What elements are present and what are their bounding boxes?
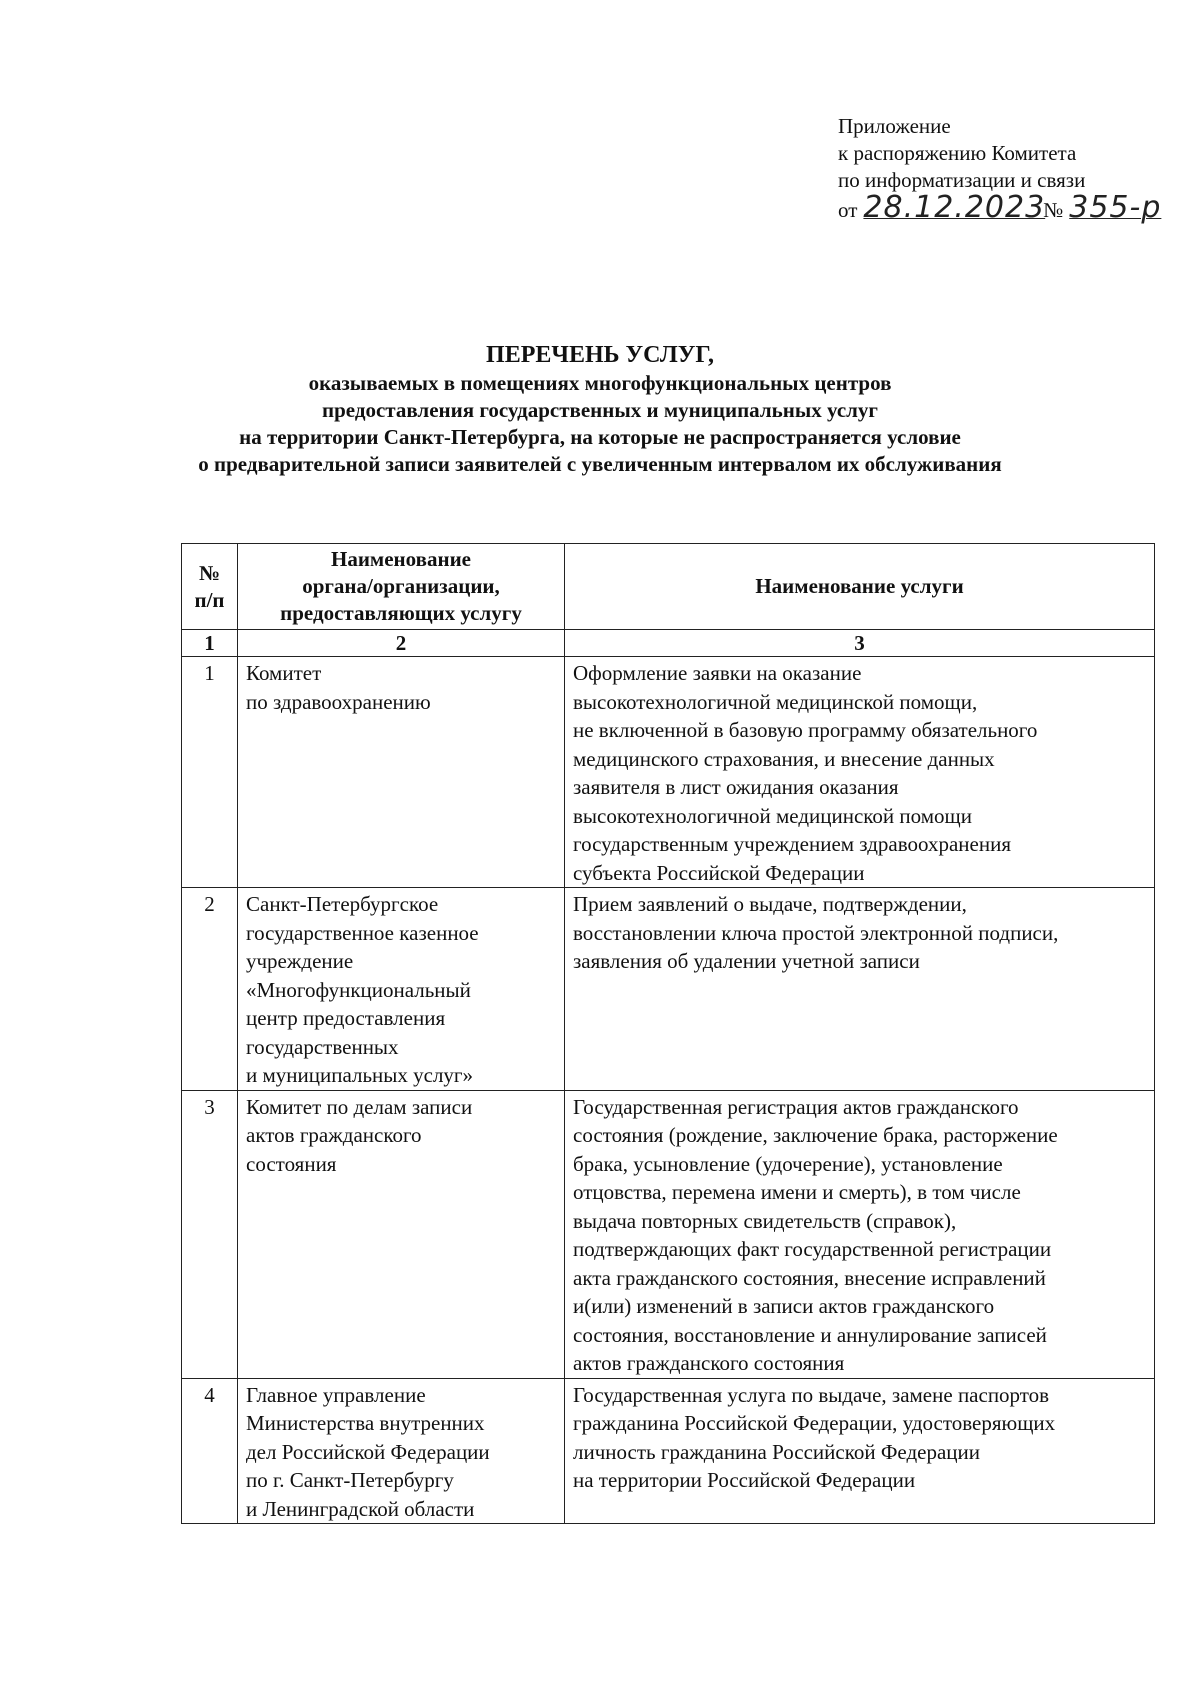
header-number: № п/п [182, 544, 238, 630]
row-organization: Главное управление Министерства внутренних дел Российской Федерации по г. Санкт-Петербургу и Ленинградской области [238, 1378, 565, 1524]
row-service: Прием заявлений о выдаче, подтверждении, восстановлении ключа простой электронной подписи, заявления об удалении учетной записи [565, 888, 1155, 1091]
appendix-header [838, 113, 1161, 224]
row-organization: Санкт-Петербургское государственное казенное учреждение «Многофункциональный центр предоставления государственных и муниципальных услуг» [238, 888, 565, 1091]
row-service: Государственная услуга по выдаче, замене паспортов гражданина Российской Федерации, удостоверяющих личность гражданина Российской Федерации на территории Российской Федерации [565, 1378, 1155, 1524]
column-number-3: 3 [565, 630, 1155, 657]
row-organization: Комитет по здравоохранению [238, 657, 565, 888]
table-row [182, 1378, 1155, 1524]
services-table [181, 543, 1155, 1524]
row-organization: Комитет по делам записи актов гражданского состояния [238, 1090, 565, 1378]
column-numbers-row [182, 630, 1155, 657]
table-header-row [182, 544, 1155, 630]
column-number-1: 1 [182, 630, 238, 657]
handwritten-date: 28.12.2023 [863, 190, 1046, 225]
title-line-2: предоставления государственных и муниципальных услуг [322, 398, 878, 422]
appendix-line-1: Приложение [838, 114, 951, 138]
column-number-2: 2 [238, 630, 565, 657]
row-service: Оформление заявки на оказание высокотехнологичной медицинской помощи, не включенной в базовую программу обязательного медицинского страхования, и внесение данных заявителя в лист ожидания оказания высокотехнологичной медицинской помощи государственным учреждением здравоохранения субъекта Российской Федерации [565, 657, 1155, 888]
row-number: 1 [182, 657, 238, 888]
title-main: ПЕРЕЧЕНЬ УСЛУГ, [486, 342, 714, 368]
header-organization: Наименование органа/организации, предоставляющих услугу [238, 544, 565, 630]
header-service: Наименование услуги [565, 544, 1155, 630]
table-row [182, 657, 1155, 888]
appendix-date-row [838, 190, 1162, 225]
title-line-4: о предварительной записи заявителей с увеличенным интервалом их обслуживания [198, 452, 1002, 476]
title-line-1: оказываемых в помещениях многофункциональных центров [308, 371, 892, 395]
row-service: Государственная регистрация актов гражданского состояния (рождение, заключение брака, расторжение брака, усыновление (удочерение), установление отцовства, перемена имени и смерть), в том числе выдача повторных свидетельств (справок), подтверждающих факт государственной регистрации акта гражданского состояния, внесение исправлений и(или) изменений в записи актов гражданского состояния, восстановление и аннулирование записей актов гражданского состояния [565, 1090, 1155, 1378]
title-line-3: на территории Санкт-Петербурга, на которые не распространяется условие [239, 425, 961, 449]
table-row [182, 1090, 1155, 1378]
date-prefix: от [838, 198, 858, 222]
number-sign: № [1043, 198, 1064, 222]
row-number: 2 [182, 888, 238, 1091]
row-number: 4 [182, 1378, 238, 1524]
table-row [182, 888, 1155, 1091]
row-number: 3 [182, 1090, 238, 1378]
document-title [160, 340, 1040, 478]
appendix-line-3: по информатизации и связи [838, 168, 1086, 192]
handwritten-number: 355-р [1069, 190, 1162, 225]
appendix-line-2: к распоряжению Комитета [838, 141, 1077, 165]
